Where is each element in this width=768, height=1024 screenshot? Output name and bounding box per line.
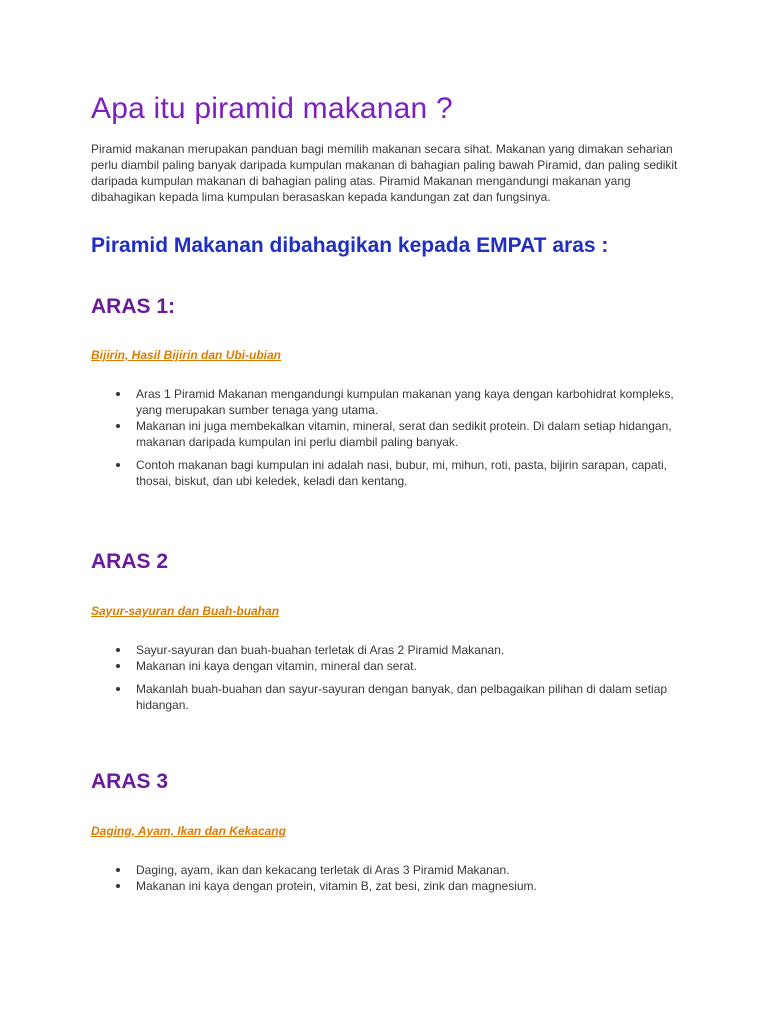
bullet-icon [116,424,120,428]
level-2-list [114,642,674,713]
level-3-title: ARAS 3 [91,770,169,793]
list-item: Sayur-sayuran dan buah-buahan terletak di Aras 2 Piramid Makanan. [114,642,674,658]
intro-paragraph: Piramid makanan merupakan panduan bagi memilih makanan secara sihat. Makanan yang dimakan seharian perlu diambil paling banyak daripada kumpulan makanan di bahagian paling bawah Piramid, dan paling sedikit daripada kumpulan makanan di bahagian paling atas. Piramid Makanan mengandungi makanan yang dibahagikan kepada lima kumpulan berasaskan kepada kandungan zat dan fungsinya. [91,142,678,204]
level-1-title: ARAS 1: [91,295,176,318]
section-heading: Piramid Makanan dibahagikan kepada EMPAT aras : [91,234,609,257]
level-2-subheading: Sayur-sayuran dan Buah-buahan [91,604,280,618]
list-item: Aras 1 Piramid Makanan mengandungi kumpulan makanan yang kaya dengan karbohidrat kompleks, yang merupakan sumber tenaga yang utama. [114,386,674,418]
level-3-subheading: Daging, Ayam, Ikan dan Kekacang [91,824,286,838]
bullet-icon [116,392,120,396]
list-item: Contoh makanan bagi kumpulan ini adalah nasi, bubur, mi, mihun, roti, pasta, bijirin sarapan, capati, thosai, biskut, dan ubi keledek, keladi dan kentang. [114,457,674,489]
bullet-icon [116,648,120,652]
level-3-list [114,862,674,894]
bullet-icon [116,868,120,872]
level-1-list [114,386,674,489]
list-item: Makanlah buah-buahan dan sayur-sayuran dengan banyak, dan pelbagaikan pilihan di dalam setiap hidangan. [114,681,674,713]
list-item: Makanan ini kaya dengan protein, vitamin B, zat besi, zink dan magnesium. [114,878,674,894]
level-1-subheading: Bijirin, Hasil Bijirin dan Ubi-ubian [91,348,282,362]
list-item: Makanan ini juga membekalkan vitamin, mineral, serat dan sedikit protein. Di dalam setiap hidangan, makanan daripada kumpulan ini perlu diambil paling banyak. [114,418,674,450]
bullet-icon [116,687,120,691]
list-item: Makanan ini kaya dengan vitamin, mineral dan serat. [114,658,674,674]
bullet-icon [116,463,120,467]
page-title: Apa itu piramid makanan ? [91,92,453,125]
bullet-icon [116,664,120,668]
level-2-title: ARAS 2 [91,550,169,573]
list-item: Daging, ayam, ikan dan kekacang terletak di Aras 3 Piramid Makanan. [114,862,674,878]
bullet-icon [116,884,120,888]
